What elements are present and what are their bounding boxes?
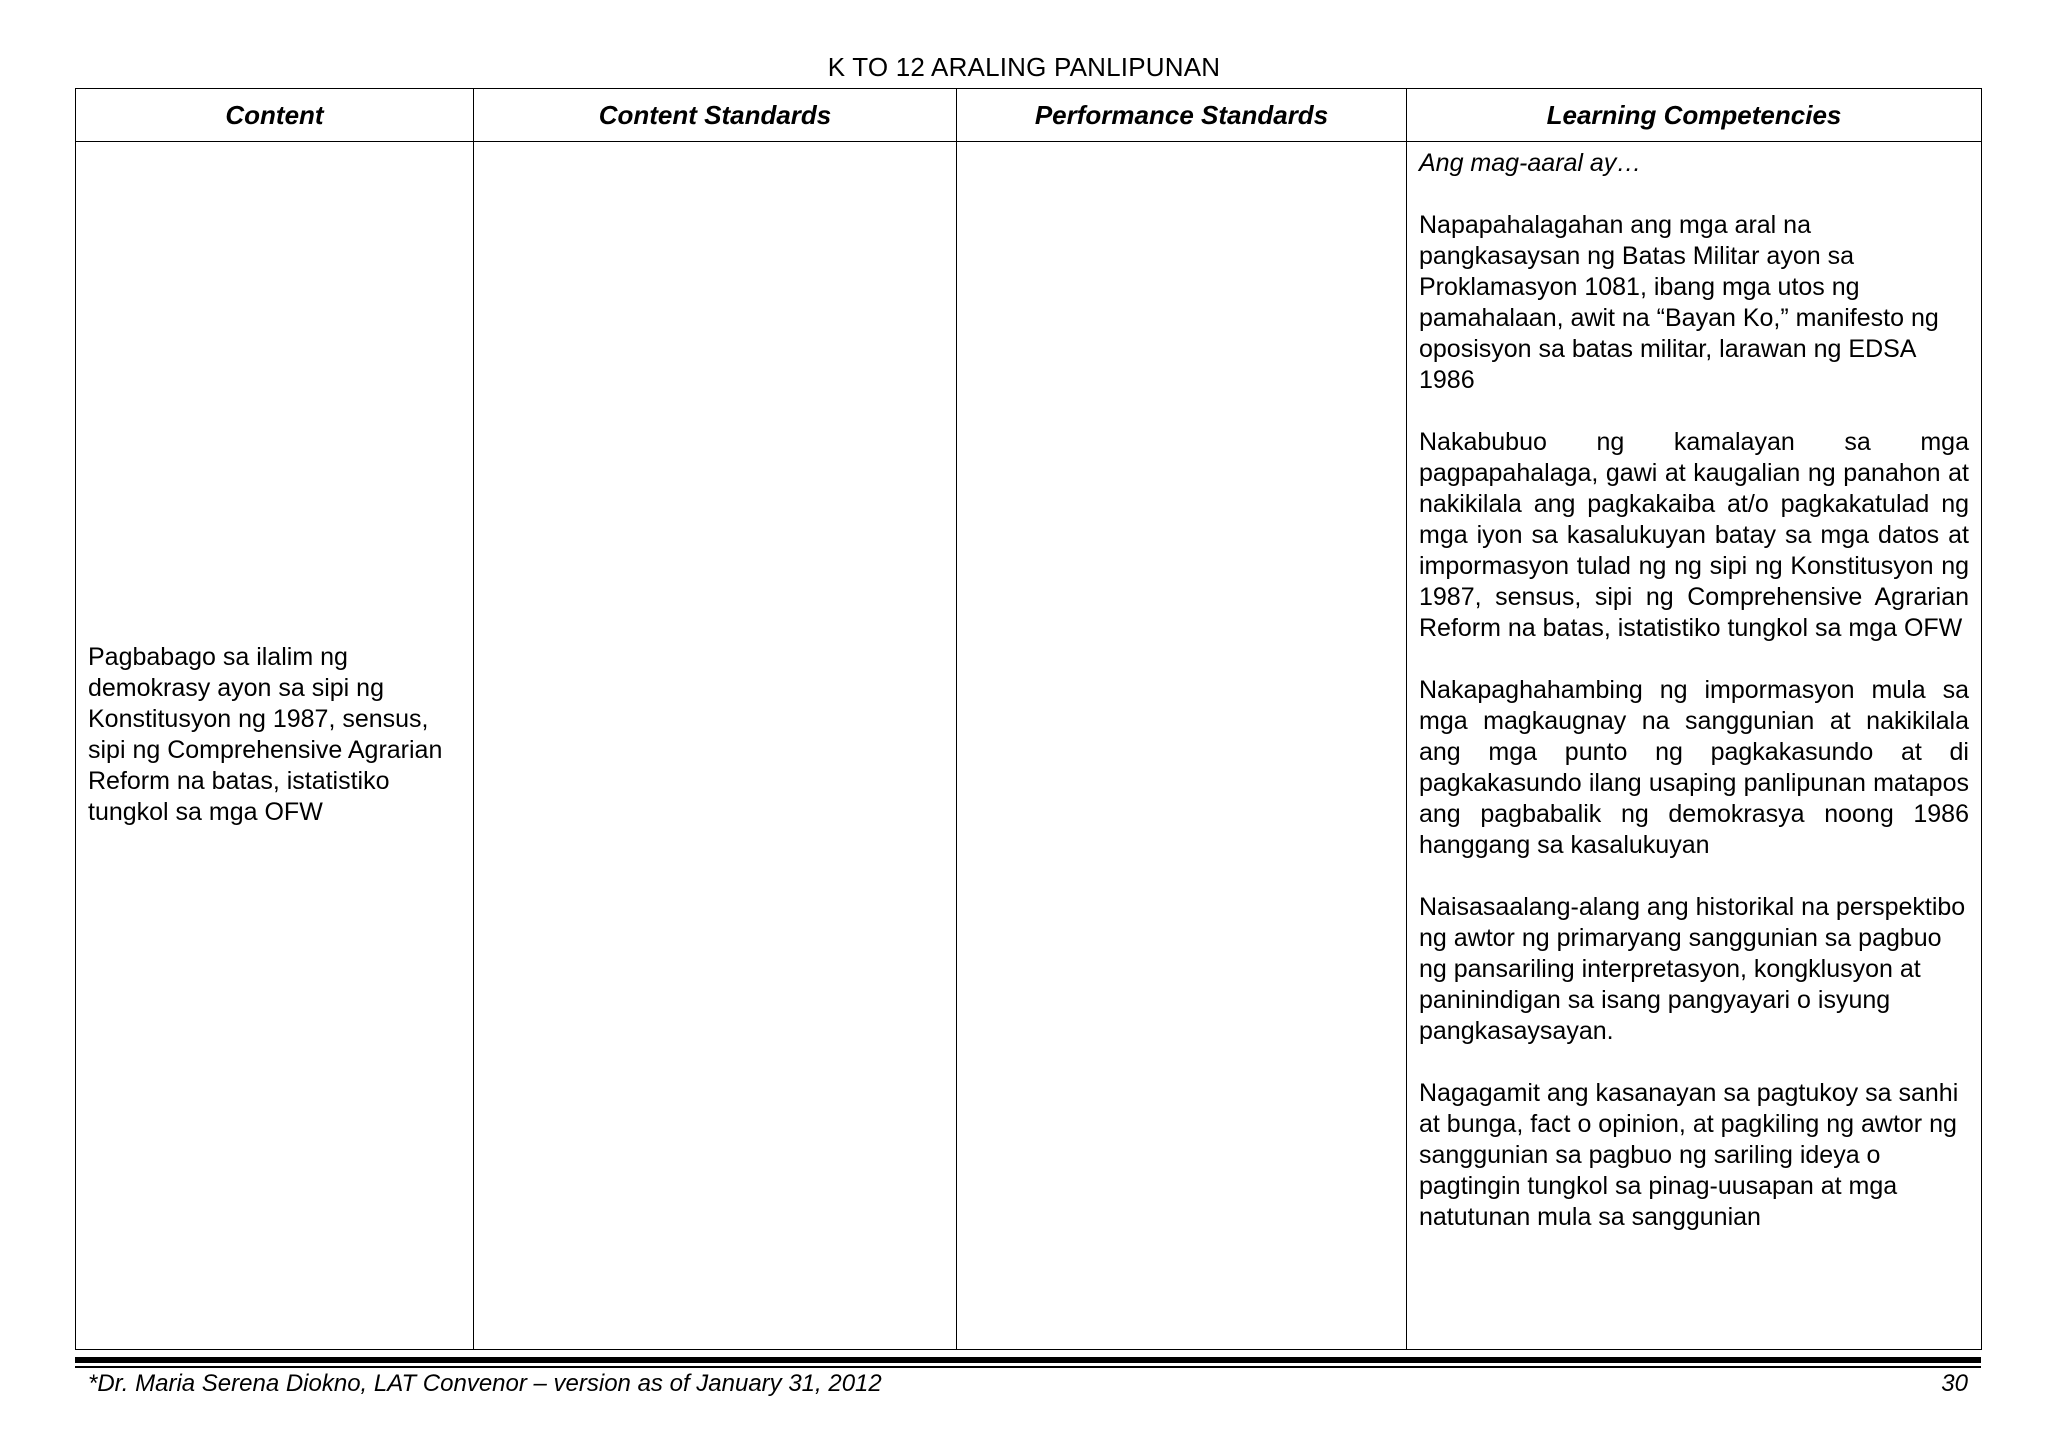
competency-item-4: Naisasaalang-alang ang historikal na perspektibo ng awtor ng primaryang sanggunian sa pagbuo ng pansariling interpretasyon, kongklusyon at paninindigan sa isang pangyayari o isyung pangkasaysayan. [1419, 893, 1966, 1045]
competency-item-3: Nakapaghahambing ng impormasyon mula sa mga magkaugnay na sanggunian at nakikilala ang mga punto ng pagkakasundo at di pagkakasundo ilang usaping panlipunan matapos ang pagbabalik ng demokrasya noong 1986 hanggang sa kasalukuyan [1419, 676, 1969, 859]
table-header-row [76, 89, 1982, 142]
content-text: Pagbabago sa ilalim ng demokrasy ayon sa sipi ng Konstitusyon ng 1987, sensus, sipi ng Comprehensive Agrarian Reform na batas, istatistiko tungkol sa mga OFW [88, 642, 443, 826]
content-cell [76, 142, 474, 1350]
competency-item-2: Nakabubuo ng kamalayan sa mga pagpapahalaga, gawi at kaugalian ng panahon at nakikilala ang pagkakaiba at/o pagkakatulad ng mga iyon sa kasalukuyan batay sa mga datos at impormasyon tulad ng ng sipi ng Konstitusyon ng 1987, sensus, sipi ng Comprehensive Agrarian Reform na batas, istatistiko tungkol sa mga OFW [1419, 428, 1969, 642]
column-header-performance-standards: Performance Standards [957, 89, 1407, 142]
content-standards-cell [474, 142, 957, 1350]
column-header-learning-competencies: Learning Competencies [1407, 89, 1982, 142]
performance-standards-cell [957, 142, 1407, 1350]
competency-item-1: Napapahalagahan ang mga aral na pangkasaysan ng Batas Militar ayon sa Proklamasyon 1081, ibang mga utos ng pamahalaan, awit na “Bayan Ko,” manifesto ng oposisyon sa batas militar, larawan ng EDSA 1986 [1419, 211, 1939, 394]
column-header-content: Content [76, 89, 474, 142]
page-number: 30 [1941, 1370, 1968, 1397]
table-row [76, 142, 1982, 1350]
column-header-content-standards: Content Standards [474, 89, 957, 142]
competency-item-5: Nagagamit ang kasanayan sa pagtukoy sa sanhi at bunga, fact o opinion, at pagkiling ng awtor ng sanggunian sa pagbuo ng sariling ideya o pagtingin tungkol sa pinag-uusapan at mga natutunan mula sa sanggunian [1419, 1079, 1959, 1231]
learning-competencies-cell [1407, 142, 1982, 1350]
footer-credit: *Dr. Maria Serena Diokno, LAT Convenor – version as of January 31, 2012 [88, 1370, 882, 1397]
curriculum-table [75, 88, 1982, 1350]
footer-rule-thick [75, 1357, 1981, 1363]
competency-intro: Ang mag-aaral ay… [1419, 149, 1642, 177]
document-title: K TO 12 ARALING PANLIPUNAN [827, 52, 1221, 82]
